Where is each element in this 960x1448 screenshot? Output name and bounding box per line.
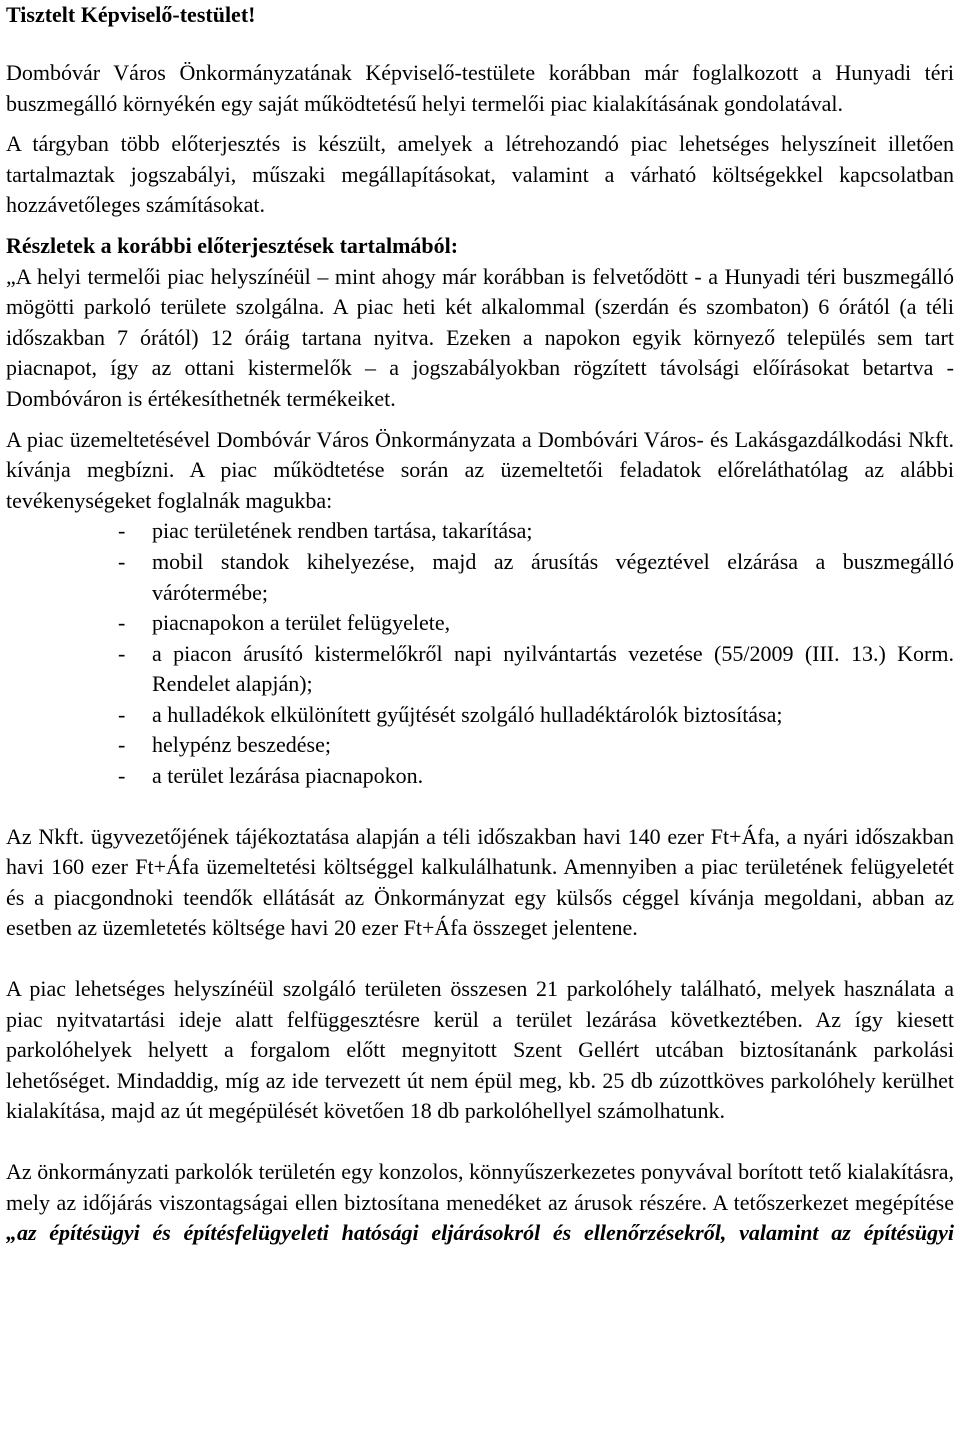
list-dash: - xyxy=(118,518,126,544)
list-dash: - xyxy=(118,763,126,789)
list-item xyxy=(6,516,954,547)
paragraph-costs: Az Nkft. ügyvezetőjének tájékoztatása alapján a téli időszakban havi 140 ezer Ft+Áfa, a nyári időszakban havi 160 ezer Ft+Áfa üzemeltetési költséggel kalkulálhatunk. Amennyiben a piac területének felügyeletét és a piacgondnoki teendők ellátását az Önkormányzat egy külsős céggel kívánja megoldani, abban az esetben az üzemletetés költsége havi 20 ezer Ft+Áfa összeget jelentene. xyxy=(6,823,954,941)
list-item xyxy=(6,730,954,761)
paragraph-parking: A piac lehetséges helyszínéül szolgáló területen összesen 21 parkolóhely található, melyek használata a piac nyitvatartási ideje alatt felfüggesztésre kerül a terület lezárása következtében. Az így kiesett parkolóhelyek helyett a forgalom előtt megnyitott Szent Gellért utcában biztosítanánk parkolási lehetőséget. Mindaddig, míg az ide tervezett út nem épül meg, kb. 25 db zúzottköves parkolóhely kerülhet kialakítása, majd az út megépülését követően 18 db parkolóhellyel számolhatunk. xyxy=(6,976,954,1124)
list-item-text: a terület lezárása piacnapokon. xyxy=(152,763,424,789)
document-title: Tisztelt Képviselő-testület! xyxy=(6,2,256,27)
list-item-text: a hulladékok elkülönített gyűjtését szolgáló hulladéktárolók biztosítása; xyxy=(152,701,783,727)
paragraph-intro: Dombóvár Város Önkormányzatának Képviselő-testülete korábban már foglalkozott a Hunyadi téri buszmegálló környékén egy saját működtetésű helyi termelői piac kialakításának gondolatával. xyxy=(6,60,954,116)
list-item xyxy=(6,547,954,608)
list-item xyxy=(6,700,954,731)
task-list xyxy=(6,516,954,791)
list-dash: - xyxy=(118,732,126,758)
list-item xyxy=(6,608,954,639)
list-dash: - xyxy=(118,701,126,727)
list-item xyxy=(6,761,954,792)
paragraph-roof-text: Az önkormányzati parkolók területén egy konzolos, könnyűszerkezetes ponyvával borított tető kialakításra, mely az időjárás viszontagságai ellen biztosítana menedéket az árusok részére. A tetőszerkezet megépítése xyxy=(6,1159,954,1215)
list-item-text: piac területének rendben tartása, takarítása; xyxy=(152,518,533,544)
list-dash: - xyxy=(118,610,126,636)
list-item-text: helypénz beszedése; xyxy=(152,732,331,758)
list-dash: - xyxy=(118,548,126,574)
paragraph-details: „A helyi termelői piac helyszínéül – mint ahogy már korábban is felvetődött - a Hunyadi téri buszmegálló mögötti parkoló területe szolgálna. A piac heti két alkalommal (szerdán és szombaton) 6 órától (a téli időszakban 7 órától) 12 óráig tartana nyitva. Ezeken a napokon egyik környező település sem tart piacnapot, így az ottani kistermelők – a jogszabályokban rögzített távolsági előírásokat betartva - Dombóváron is értékesíthetnék termékeiket. xyxy=(6,263,954,411)
paragraph-roof-emphasis: „az építésügyi és építésfelügyeleti hatósági eljárásokról és ellenőrzésekről, valamint az építésügyi xyxy=(6,1220,954,1246)
section-details xyxy=(6,231,954,415)
list-item-text: piacnapokon a terület felügyelete, xyxy=(152,610,451,636)
paragraph-proposals: A tárgyban több előterjesztés is készült, amelyek a létrehozandó piac lehetséges helyszíneit illetően tartalmaztak jogszabályi, műszaki megállapításokat, valamint a várható költségekkel kapcsolatban hozzávetőleges számításokat. xyxy=(6,131,954,218)
paragraph-operation: A piac üzemeltetésével Dombóvár Város Önkormányzata a Dombóvári Város- és Lakásgazdálkodási Nkft. kívánja megbízni. A piac működtetése során az üzemeltetői feladatok előreláthatólag az alábbi tevékenységeket foglalnák magukba: xyxy=(6,426,954,513)
section-details-heading: Részletek a korábbi előterjesztések tartalmából: xyxy=(6,232,459,258)
list-item xyxy=(6,639,954,700)
list-item-text: a piacon árusító kistermelőkről napi nyilvántartás vezetése (55/2009 (III. 13.) Korm. Rendelet alapján); xyxy=(152,640,954,697)
list-dash: - xyxy=(118,640,126,666)
list-item-text: mobil standok kihelyezése, majd az árusítás végeztével elzárása a buszmegálló várótermébe; xyxy=(152,548,954,605)
paragraph-roof xyxy=(6,1157,954,1249)
